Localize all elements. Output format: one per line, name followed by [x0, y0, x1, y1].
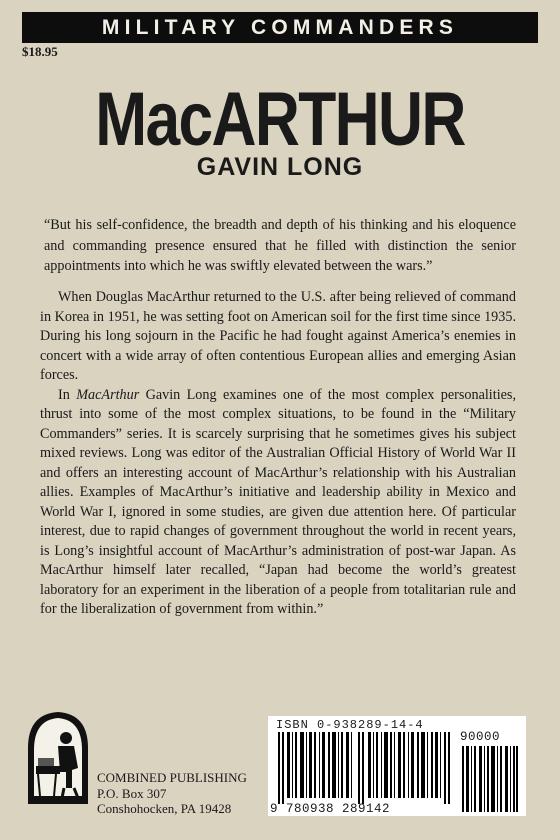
- p2-book-title: MacArthur: [76, 386, 140, 403]
- ean-digits: 9 780938 289142: [270, 802, 391, 816]
- publisher-logo-icon: [22, 708, 94, 806]
- p2-lead: In: [58, 386, 77, 403]
- isbn-text: ISBN 0-938289-14-4: [276, 718, 424, 732]
- price: $18.95: [22, 44, 58, 59]
- author-name: GAVIN LONG: [196, 153, 364, 181]
- blurb-paragraph-1: When Douglas MacArthur returned to the U.S. after being relieved of command in Korea in 1951, he was setting foot on American soil for the first time since 1935. During his long sojourn in the Pacific he had fought against America’s enemies in concert with a wide array of often contentious European allies and emerging Asian forces.: [40, 289, 516, 383]
- publisher-address-line-1: P.O. Box 307: [97, 785, 167, 801]
- addon-barcode-icon: [462, 746, 518, 812]
- publisher-name: COMBINED PUBLISHING: [97, 770, 247, 785]
- title-arthur: ARTHUR: [211, 77, 465, 162]
- blurb-paragraph-2: [40, 386, 516, 620]
- barcode-box: [268, 716, 526, 816]
- title-mac: Mac: [95, 77, 212, 162]
- book-title: [50, 77, 509, 162]
- pull-quote: “But his self-confidence, the breadth and depth of his thinking and his eloquence and commanding presence ensured that he filled with distinction the senior appointments into which he was swiftly elevated between the wars.”: [44, 217, 516, 274]
- blurb: [40, 288, 516, 620]
- series-banner: MILITARY COMMANDERS: [22, 12, 538, 43]
- publisher-address-line-2: Conshohocken, PA 19428: [97, 801, 232, 816]
- addon-digits: 90000: [460, 730, 501, 744]
- publisher-info: [97, 770, 247, 817]
- p2-text: Gavin Long examines one of the most complex personalities, thrust into some of the most complex situations, to be found in the “Military Commanders” series. It is scarcely surprising that he sometimes gives his subject mixed reviews. Long was editor of the Australian Official History of World War II and offers an interesting account of MacArthur’s relationship with his Australian allies. Examples of MacArthur’s initiative and leadership ability in Mexico and World War I, ignored in some studies, are given due attention here. Of particular interest, due to rapid changes of government throughout the world in recent years, is Long’s insightful account of MacArthur’s administration of post-war Japan. As MacArthur himself later recalled, “Japan had become the world’s greatest laboratory for an experiment in the liberation of a people from totalitarian rule and for the liberalization of government from within.”: [40, 386, 517, 617]
- ean-barcode-icon: [278, 732, 454, 804]
